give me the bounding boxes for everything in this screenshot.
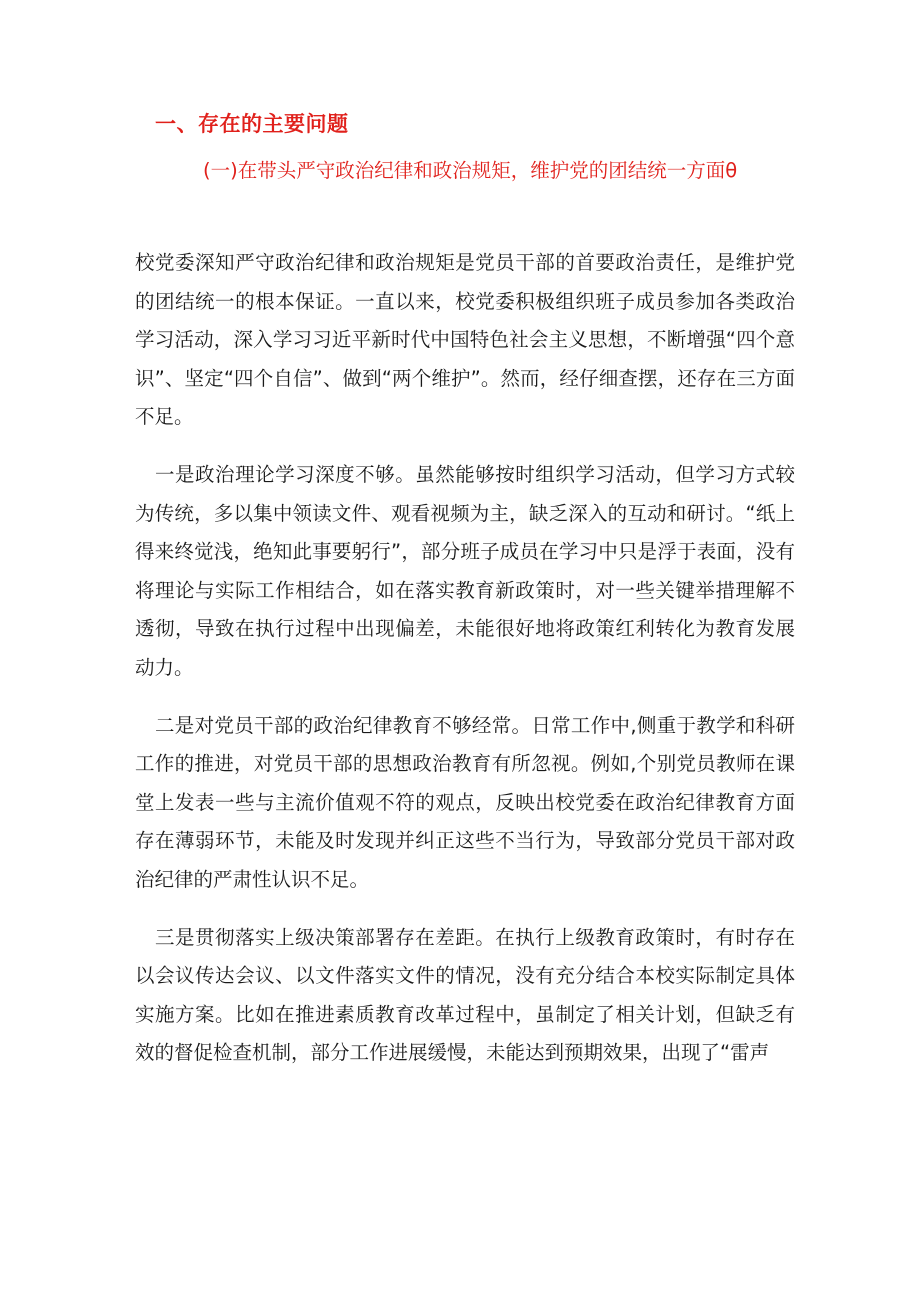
paragraph-point-one: 一是政治理论学习深度不够。虽然能够按时组织学习活动，但学习方式较为传统，多以集中领读文件、观看视频为主，缺乏深入的互动和研讨。“纸上得来终觉浅，绝知此事要躬行”，部分班子成员在学习中只是浮于表面，没有将理论与实际工作相结合，如在落实教育新政策时，对一些关键举措理解不透彻，导致在执行过程中出现偏差，未能很好地将政策红利转化为教育发展动力。 [135,462,795,679]
sub-heading: (一)在带头严守政治纪律和政治规矩，维护党的团结统一方面θ [203,159,738,182]
document-body [135,244,795,1092]
paragraph-intro: 校党委深知严守政治纪律和政治规矩是党员干部的首要政治责任，是维护党的团结统一的根本保证。一直以来，校党委积极组织班子成员参加各类政治学习活动，深入学习习近平新时代中国特色社会主义思想，不断增强“四个意识”、坚定“四个自信”、做到“两个维护”。然而，经仔细查摆，还存在三方面不足。 [135,251,795,429]
paragraph-point-three: 三是贯彻落实上级决策部署存在差距。在执行上级教育政策时，有时存在以会议传达会议、以文件落实文件的情况，没有充分结合本校实际制定具体实施方案。比如在推进素质教育改革过程中，虽制定了相关计划，但缺乏有效的督促检查机制，部分工作进展缓慢，未能达到预期效果，出现了“雷声 [135,925,795,1065]
paragraph-point-two: 二是对党员干部的政治纪律教育不够经常。日常工作中,侧重于教学和科研工作的推进，对党员干部的思想政治教育有所忽视。例如,个别党员教师在课堂上发表一些与主流价值观不符的观点，反映出校党委在政治纪律教育方面存在薄弱环节，未能及时发现并纠正这些不当行为，导致部分党员干部对政治纪律的严肃性认识不足。 [135,713,795,891]
section-heading: 一、存在的主要问题 [155,112,349,136]
